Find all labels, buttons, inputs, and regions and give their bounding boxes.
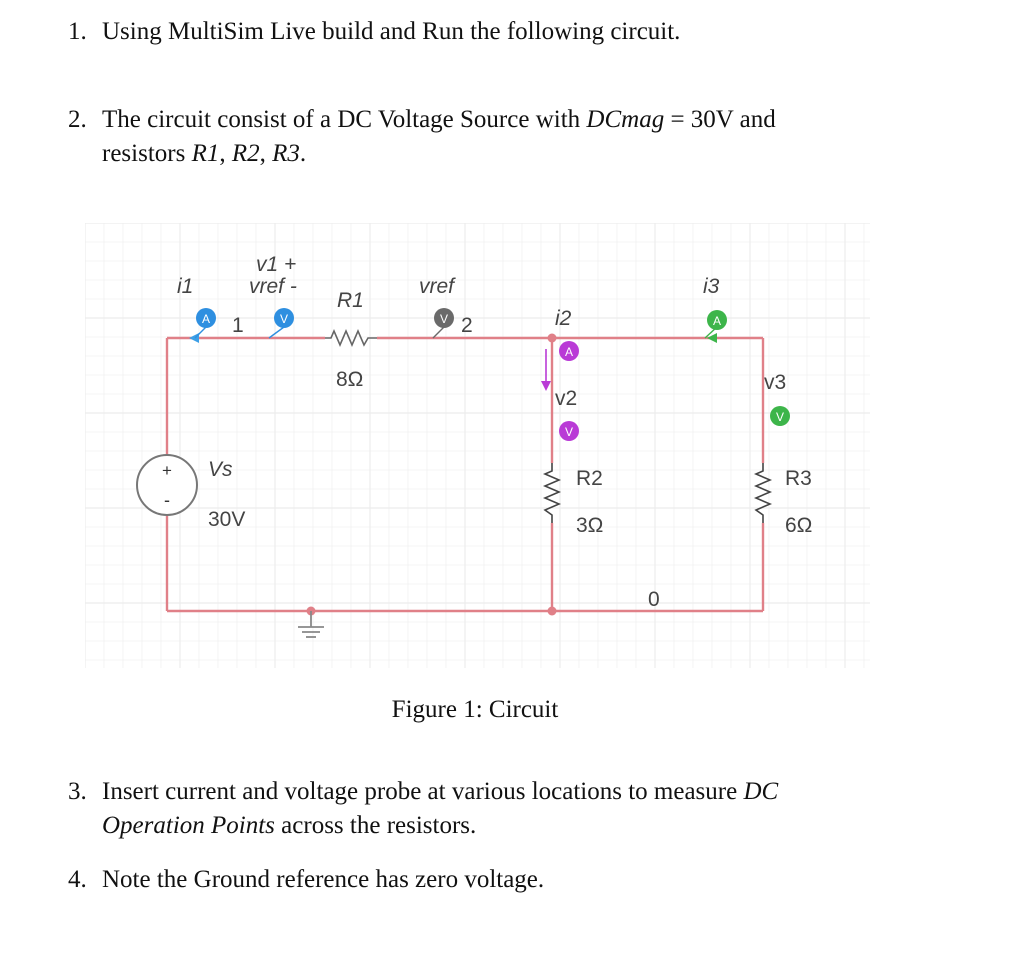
label-node-0: 0 xyxy=(648,588,660,611)
item-4 xyxy=(68,863,544,897)
svg-text:V: V xyxy=(564,425,574,439)
item-text: across the resistors. xyxy=(274,812,477,839)
italic-operation-points: Operation Points xyxy=(102,812,275,839)
current-arrow-i1-icon xyxy=(189,333,199,343)
svg-text:A: A xyxy=(564,345,574,359)
item-text: Insert current and voltage probe at various locations to measure xyxy=(102,778,744,805)
svg-text:A: A xyxy=(712,314,722,328)
svg-text:V: V xyxy=(775,410,785,424)
math-dcmag: DCmag xyxy=(586,106,665,133)
label-v1-plus: v1 + xyxy=(256,253,297,276)
label-r3: R3 xyxy=(785,467,812,490)
label-i2: i2 xyxy=(555,307,572,330)
item-text: = 30V and xyxy=(664,106,776,133)
item-1 xyxy=(68,15,680,49)
probe-lead xyxy=(195,327,206,338)
period: . xyxy=(299,140,307,167)
junction-dot xyxy=(548,607,557,616)
probe-i1 xyxy=(196,308,216,328)
item-number: 4. xyxy=(68,866,87,893)
separator: , xyxy=(259,140,273,167)
item-3 xyxy=(68,775,778,843)
svg-text:V: V xyxy=(279,312,289,326)
label-r2: R2 xyxy=(576,467,603,490)
junction-dot xyxy=(548,334,557,343)
current-arrow-i2-icon xyxy=(541,381,551,391)
probe-i2 xyxy=(559,341,579,361)
item-2 xyxy=(68,103,776,171)
label-vref-minus: vref - xyxy=(249,275,297,298)
svg-text:A: A xyxy=(201,312,211,326)
label-i3: i3 xyxy=(703,275,720,298)
label-i1: i1 xyxy=(177,275,194,298)
item-number: 2. xyxy=(68,106,87,133)
vs-plus-sign: + xyxy=(162,461,172,480)
ground-icon xyxy=(298,611,324,637)
probe-lead xyxy=(269,327,284,338)
math-r1: R1 xyxy=(191,140,220,167)
grid xyxy=(85,223,870,668)
resistor-r3-symbol xyxy=(756,463,770,523)
item-text: Using MultiSim Live build and Run the following circuit. xyxy=(102,18,681,45)
label-r3-value: 6Ω xyxy=(785,514,813,537)
circuit-schematic xyxy=(85,223,870,668)
circuit-figure xyxy=(85,223,870,668)
probe-v1 xyxy=(274,308,294,328)
probe-v3 xyxy=(770,406,790,426)
math-r2: R2 xyxy=(231,140,260,167)
item-text: Note the Ground reference has zero voltage. xyxy=(102,866,545,893)
item-text: The circuit consist of a DC Voltage Source with xyxy=(102,106,587,133)
separator: , xyxy=(219,140,232,167)
figure-caption: Figure 1: Circuit xyxy=(391,696,559,723)
item-number: 1. xyxy=(68,18,87,45)
label-vref: vref xyxy=(419,275,455,298)
svg-text:V: V xyxy=(439,312,449,326)
probe-lead xyxy=(433,327,444,338)
probe-i3 xyxy=(707,310,727,330)
item-number: 3. xyxy=(68,778,87,805)
label-r1: R1 xyxy=(337,289,364,312)
probe-v2 xyxy=(559,421,579,441)
label-v3: v3 xyxy=(764,371,787,394)
label-node-1: 1 xyxy=(232,314,244,337)
label-r2-value: 3Ω xyxy=(576,514,604,537)
math-dc: DC xyxy=(743,778,779,805)
label-vs: Vs xyxy=(208,458,233,481)
label-vs-value: 30V xyxy=(208,508,246,531)
vs-minus-sign: - xyxy=(164,490,170,510)
label-node-2: 2 xyxy=(461,314,473,337)
label-v2: v2 xyxy=(555,387,578,410)
resistor-r2-symbol xyxy=(545,463,559,523)
probe-vref xyxy=(434,308,454,328)
label-r1-value: 8Ω xyxy=(336,368,364,391)
item-text: resistors xyxy=(102,140,192,167)
math-r3: R3 xyxy=(272,140,300,167)
